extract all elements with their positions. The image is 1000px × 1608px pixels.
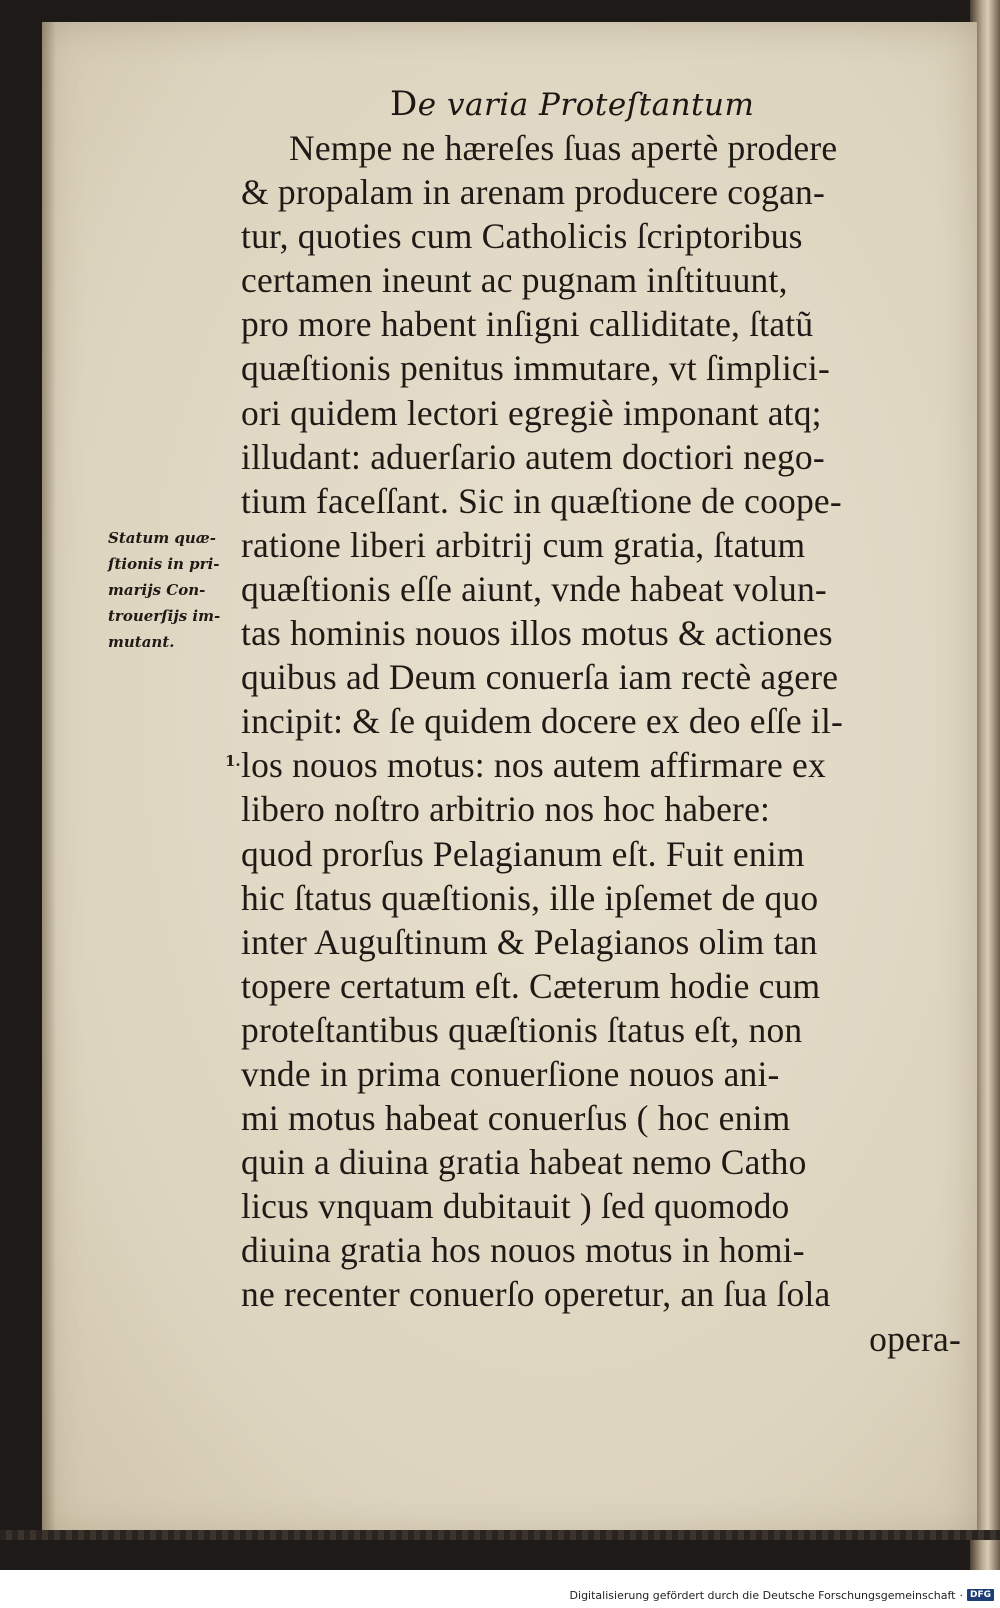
text-line: Nempe ne hæreſes ſuas apertè prodere (289, 128, 838, 168)
margin-note-line: ſtionis in pri- (108, 555, 220, 573)
text-line: inter Auguſtinum & Pelagianos olim tan (241, 921, 818, 962)
margin-number: 1. (225, 752, 241, 770)
text-line: quin a diuina gratia habeat nemo Catho (241, 1142, 807, 1183)
credit-separator: · (959, 1588, 963, 1602)
credit-text: Digitalisierung gefördert durch die Deutsche Forschungsgemeinschaft (569, 1588, 956, 1602)
margin-note-line: trouerſijs im- (108, 607, 221, 625)
text-line: quibus ad Deum conuerſa iam rectè agere (241, 657, 839, 698)
text-line: mi motus habeat conuerſus ( hoc enim (241, 1098, 791, 1139)
text-line: & propalam in arenam producere cogan- (241, 172, 826, 213)
catchword: opera- (869, 1318, 961, 1359)
text-line: ori quidem lectori egregiè imponant atq; (241, 392, 822, 433)
text-line: pro more habent inſigni calliditate, ſtatũ (241, 304, 814, 345)
text-line: tium faceſſant. Sic in quæſtione de coope- (241, 480, 842, 521)
page-bottom-edge (0, 1530, 1000, 1540)
text-line: los nouos motus: nos autem affirmare ex (241, 745, 826, 786)
margin-note-line: marijs Con- (108, 581, 206, 599)
margin-note-line: Statum quæ- (108, 529, 217, 547)
margin-note-line: mutant. (108, 633, 175, 651)
text-line: tas hominis nouos illos motus & actiones (241, 613, 833, 654)
margin-note (108, 525, 238, 655)
digitization-credit (570, 1584, 994, 1606)
text-line: hic ſtatus quæſtionis, ille ipſemet de quo (241, 877, 819, 918)
text-line: illudant: aduerſario autem doctiori nego- (241, 436, 825, 477)
spine-shadow (42, 22, 56, 1540)
running-head (390, 84, 790, 124)
running-head-title: e varia Proteſtantum (417, 87, 755, 123)
text-line: tur, quoties cum Catholicis ſcriptoribus (241, 216, 803, 257)
body-text (241, 126, 961, 1361)
text-line: ne recenter conuerſo operetur, an ſua ſola (241, 1274, 831, 1315)
text-line: proteſtantibus quæſtionis ſtatus eſt, non (241, 1009, 803, 1050)
text-line: quod prorſus Pelagianum eſt. Fuit enim (241, 833, 805, 874)
text-line: quæſtionis penitus immutare, vt ſimplici- (241, 348, 830, 389)
text-line: certamen ineunt ac pugnam inſtituunt, (241, 260, 788, 301)
text-line: vnde in prima conuerſione nouos ani- (241, 1053, 780, 1094)
text-line: quæſtionis eſſe aiunt, vnde habeat volun- (241, 568, 827, 609)
text-line: ratione liberi arbitrij cum gratia, ſtatum (241, 524, 806, 565)
text-line: incipit: & ſe quidem docere ex deo eſſe il- (241, 701, 844, 742)
dfg-logo: DFG (967, 1589, 994, 1601)
text-line: libero noſtro arbitrio nos hoc habere: (241, 789, 771, 830)
text-line: licus vnquam dubitauit ) ſed quomodo (241, 1186, 790, 1227)
text-line: topere certatum eſt. Cæterum hodie cum (241, 965, 821, 1006)
running-head-initial: D (390, 84, 418, 124)
text-line: diuina gratia hos nouos motus in homi- (241, 1230, 805, 1271)
